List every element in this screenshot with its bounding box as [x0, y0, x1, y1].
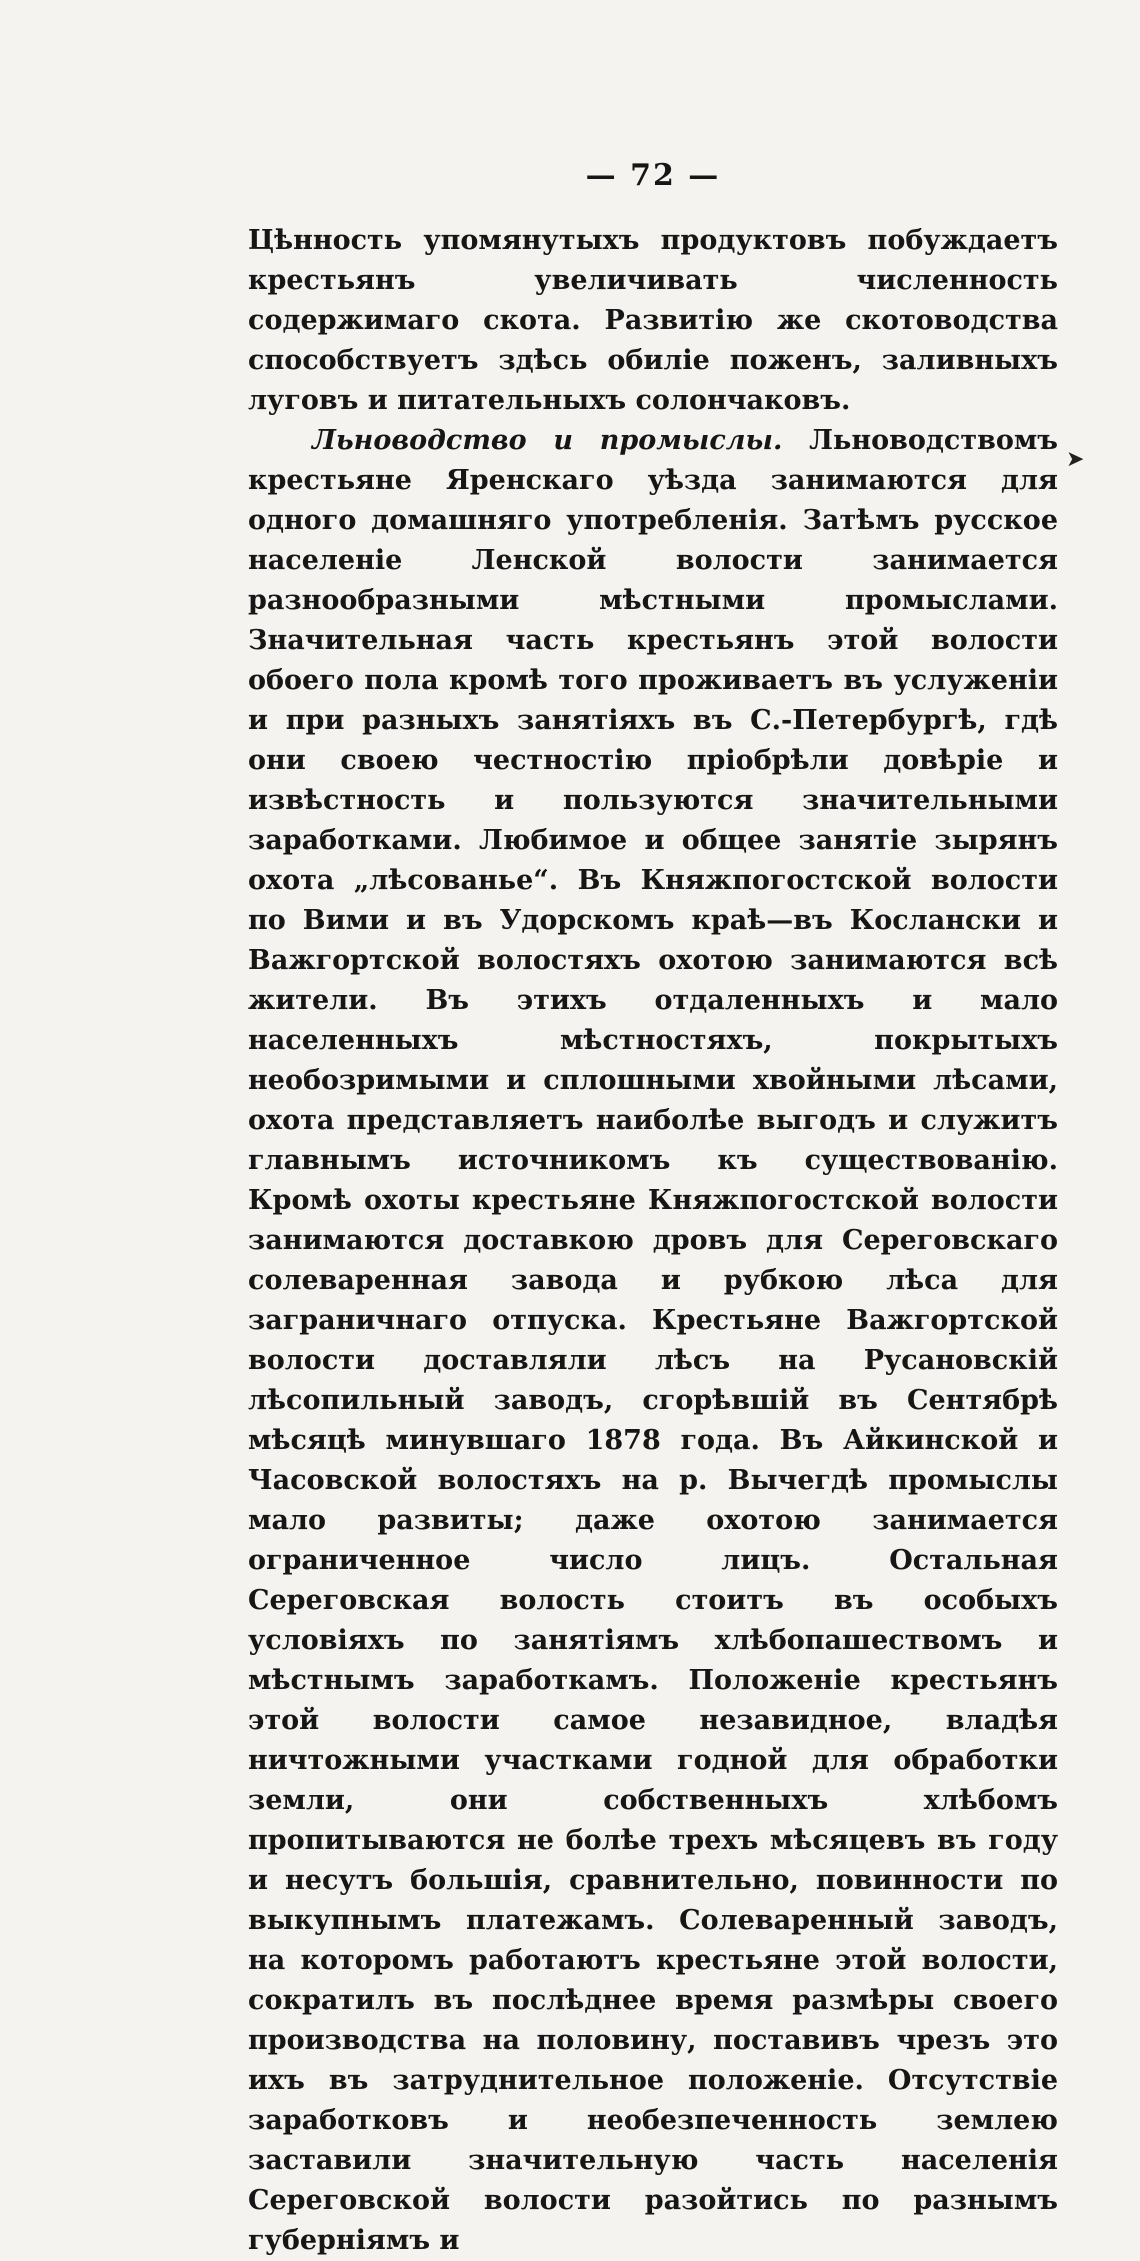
paragraph-1-text: Цѣнность упомянутыхъ продуктовъ побуждаетъ крестьянъ увеличивать численность содержимаго скота. Развитію же скотоводства способствуетъ здѣсь обиліе поженъ, заливныхъ луговъ и питательныхъ солончаковъ. [248, 225, 1058, 416]
paragraph-2 [248, 421, 1058, 2261]
page-number: — 72 — [585, 158, 721, 193]
margin-arrow-icon: ➤ [1066, 447, 1085, 472]
paragraph-2-text: Льноводствомъ крестьяне Яренскаго уѣзда занимаются для одного домашняго употребленія. Затѣмъ русское населеніе Ленской волости занимается разнообразными мѣстными промыслами. Значительная часть крестьянъ этой волости обоего пола кромѣ того проживаетъ въ услуженіи и при разныхъ занятіяхъ въ С.-Петербургѣ, гдѣ они своею честностію пріобрѣли довѣріе и извѣстность и пользуются значительными заработками. Любимое и общее занятіе зырянъ охота „лѣсованье“. Въ Княжпогостской волости по Вими и въ Удорскомъ краѣ—въ Кослански и Важгортской волостяхъ охотою занимаются всѣ жители. Въ этихъ отдаленныхъ и мало населенныхъ мѣстностяхъ, покрытыхъ необозримыми и сплошными хвойными лѣсами, охота представляетъ наиболѣе выгодъ и служитъ главнымъ источникомъ къ существованію. Кромѣ охоты крестьяне Княжпогостской волости занимаются доставкою дровъ для Сереговскаго солеваренная завода и рубкою лѣса для заграничнаго отпуска. Крестьяне Важгортской волости доставляли лѣсъ на Русановскій лѣсопильный заводъ, сгорѣвшій въ Сентябрѣ мѣсяцѣ минувшаго 1878 года. Въ Айкинской и Часовской волостяхъ на р. Вычегдѣ промыслы мало развиты; даже охотою занимается ограниченное число лицъ. Остальная Сереговская волость стоитъ въ особыхъ условіяхъ по занятіямъ хлѣбопашествомъ и мѣстнымъ заработкамъ. Положеніе крестьянъ этой волости самое незавидное, владѣя ничтожными участками годной для обработки земли, они собственныхъ хлѣбомъ пропитываются не болѣе трехъ мѣсяцевъ въ году и несутъ большія, сравнительно, повинности по выкупнымъ платежамъ. Солеваренный заводъ, на которомъ работаютъ крестьяне этой волости, сократилъ въ послѣднее время размѣры своего производства на половину, поставивъ чрезъ это ихъ въ затруднительное положеніе. Отсутствіе заработковъ и необезпеченность землею заставили значительную часть населенія Сереговской волости разойтись по разнымъ губерніямъ и [248, 425, 1058, 2256]
paragraph-1 [248, 221, 1058, 421]
section-heading: Льноводство и промыслы. [312, 425, 783, 456]
book-page [248, 150, 1058, 2261]
